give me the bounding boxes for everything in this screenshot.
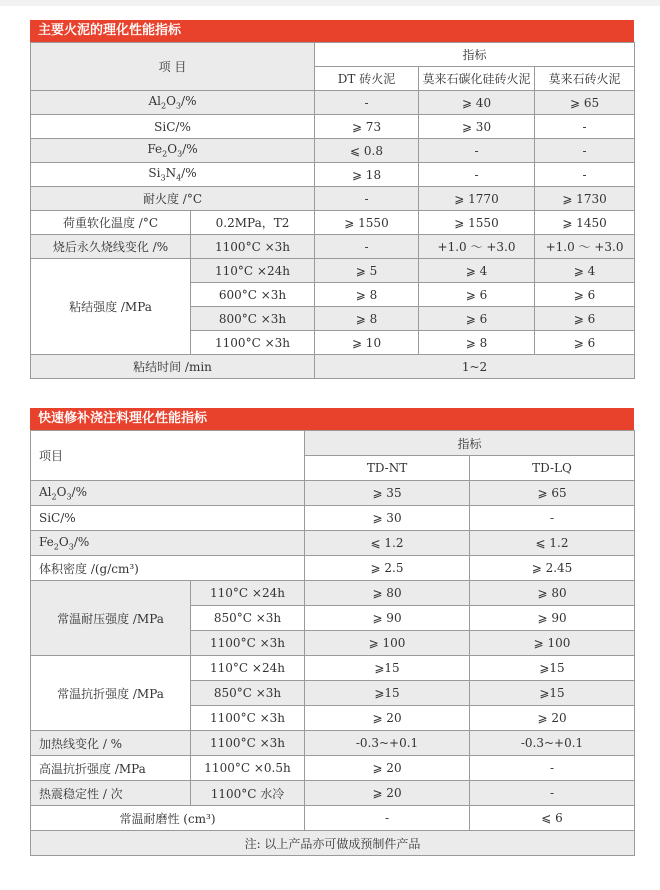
table-row bbox=[31, 656, 635, 681]
row-label-flexural: 常温抗折强度 /MPa bbox=[31, 656, 191, 731]
condition: 1100°C 水冷 bbox=[191, 781, 305, 806]
col-header-mullite-sic: 莫来石碳化硅砖火泥 bbox=[419, 67, 535, 91]
row-label-thermal-shock: 热震稳定性 / 次 bbox=[31, 781, 191, 806]
row-label-refractoriness: 耐火度 /°C bbox=[31, 187, 315, 211]
cell: ⩾15 bbox=[305, 656, 470, 681]
cell: ⩾ 6 bbox=[535, 307, 635, 331]
condition: 1100°C ×3h bbox=[191, 706, 305, 731]
cell: ⩾ 2.45 bbox=[470, 556, 635, 581]
cell: ⩾ 8 bbox=[315, 307, 419, 331]
cell: ⩾ 1550 bbox=[315, 211, 419, 235]
cell: ⩾ 20 bbox=[305, 781, 470, 806]
cell: ⩾ 5 bbox=[315, 259, 419, 283]
table-row bbox=[31, 781, 635, 806]
cell: - bbox=[315, 235, 419, 259]
item-header: 项 目 bbox=[31, 43, 315, 91]
cell: +1.0 ～ +3.0 bbox=[535, 235, 635, 259]
cell: - bbox=[470, 506, 635, 531]
cell: ⩾ 100 bbox=[305, 631, 470, 656]
repair-castable-section bbox=[30, 408, 634, 856]
condition: 1100°C ×0.5h bbox=[191, 756, 305, 781]
condition: 1100°C ×3h bbox=[191, 235, 315, 259]
row-label-fe2o3: $Fe_2O_3/\%$ bbox=[31, 531, 305, 556]
condition: 850°C ×3h bbox=[191, 681, 305, 706]
row-label-softening: 荷重软化温度 /°C bbox=[31, 211, 191, 235]
cell: -0.3~+0.1 bbox=[470, 731, 635, 756]
cell: - bbox=[315, 91, 419, 115]
cell: - bbox=[419, 139, 535, 163]
cell: ⩾ 6 bbox=[419, 283, 535, 307]
condition: 110°C ×24h bbox=[191, 656, 305, 681]
row-label-al2o3: $Al_2O_3/\%$ bbox=[31, 91, 315, 115]
cell: ⩾ 35 bbox=[305, 481, 470, 506]
cell: ⩾ 65 bbox=[470, 481, 635, 506]
cell: +1.0 ～ +3.0 bbox=[419, 235, 535, 259]
cell: ⩾ 30 bbox=[419, 115, 535, 139]
cell: - bbox=[535, 115, 635, 139]
row-label-si3n4: $Si_3N_4/\%$ bbox=[31, 163, 315, 187]
col-header-mullite: 莫来石砖火泥 bbox=[535, 67, 635, 91]
row-label-heat-linear: 加热线变化 / % bbox=[31, 731, 191, 756]
section-title: 主要火泥的理化性能指标 bbox=[30, 20, 634, 42]
table-row bbox=[31, 806, 635, 831]
cell: ⩾ 90 bbox=[470, 606, 635, 631]
cell: ⩽ 6 bbox=[470, 806, 635, 831]
table-row bbox=[31, 259, 635, 283]
cell: ⩾ 100 bbox=[470, 631, 635, 656]
cell: ⩽ 1.2 bbox=[470, 531, 635, 556]
table-row bbox=[31, 139, 635, 163]
row-label-compressive: 常温耐压强度 /MPa bbox=[31, 581, 191, 656]
cell: ⩾ 30 bbox=[305, 506, 470, 531]
row-label-bond-time: 粘结时间 /min bbox=[31, 355, 315, 379]
row-label-bond-strength: 粘结强度 /MPa bbox=[31, 259, 191, 355]
cell: ⩽ 1.2 bbox=[305, 531, 470, 556]
cell: -0.3~+0.1 bbox=[305, 731, 470, 756]
top-border bbox=[0, 0, 660, 6]
cell: 1~2 bbox=[315, 355, 635, 379]
cell: ⩾ 1730 bbox=[535, 187, 635, 211]
cell: ⩾ 20 bbox=[305, 706, 470, 731]
item-header: 项目 bbox=[31, 431, 305, 481]
cell: - bbox=[535, 163, 635, 187]
cell: ⩾ 20 bbox=[305, 756, 470, 781]
condition: 850°C ×3h bbox=[191, 606, 305, 631]
cell: ⩾ 8 bbox=[315, 283, 419, 307]
cell: - bbox=[315, 187, 419, 211]
cell: ⩾15 bbox=[470, 656, 635, 681]
row-label-linear-change: 烧后永久烧线变化 /% bbox=[31, 235, 191, 259]
cell: ⩽ 0.8 bbox=[315, 139, 419, 163]
row-label-hot-flexural: 高温抗折强度 /MPa bbox=[31, 756, 191, 781]
cell: - bbox=[535, 139, 635, 163]
col-header-td-lq: TD-LQ bbox=[470, 456, 635, 481]
cell: ⩾ 65 bbox=[535, 91, 635, 115]
table-row bbox=[31, 235, 635, 259]
table-row bbox=[31, 355, 635, 379]
cell: ⩾ 6 bbox=[419, 307, 535, 331]
condition: 110°C ×24h bbox=[191, 259, 315, 283]
row-label-fe2o3: $Fe_2O_3/\%$ bbox=[31, 139, 315, 163]
table-row bbox=[31, 731, 635, 756]
cell: ⩾ 8 bbox=[419, 331, 535, 355]
cell: ⩾ 1770 bbox=[419, 187, 535, 211]
condition: 600°C ×3h bbox=[191, 283, 315, 307]
indicator-header: 指标 bbox=[305, 431, 635, 456]
table-row bbox=[31, 91, 635, 115]
condition: 1100°C ×3h bbox=[191, 731, 305, 756]
cell: - bbox=[305, 806, 470, 831]
cell: ⩾ 20 bbox=[470, 706, 635, 731]
cell: ⩾ 40 bbox=[419, 91, 535, 115]
footnote: 注: 以上产品亦可做成预制件产品 bbox=[31, 831, 635, 856]
cell: ⩾ 4 bbox=[535, 259, 635, 283]
cell: ⩾ 1450 bbox=[535, 211, 635, 235]
row-label-sic: SiC/% bbox=[31, 506, 305, 531]
table-row bbox=[31, 756, 635, 781]
section-title: 快速修补浇注料理化性能指标 bbox=[30, 408, 634, 430]
table-row bbox=[31, 506, 635, 531]
indicator-header: 指标 bbox=[315, 43, 635, 67]
row-label-sic: SiC/% bbox=[31, 115, 315, 139]
cell: ⩾ 90 bbox=[305, 606, 470, 631]
cell: ⩾ 6 bbox=[535, 331, 635, 355]
col-header-dt: DT 砖火泥 bbox=[315, 67, 419, 91]
table-row bbox=[31, 115, 635, 139]
cell: ⩾ 80 bbox=[470, 581, 635, 606]
table-row bbox=[31, 831, 635, 856]
cell: - bbox=[470, 756, 635, 781]
table-row bbox=[31, 556, 635, 581]
cell: ⩾ 1550 bbox=[419, 211, 535, 235]
cell: - bbox=[419, 163, 535, 187]
cell: ⩾15 bbox=[305, 681, 470, 706]
table-row bbox=[31, 581, 635, 606]
table-row bbox=[31, 211, 635, 235]
cell: ⩾ 80 bbox=[305, 581, 470, 606]
row-label-abrasion: 常温耐磨性 (cm³) bbox=[31, 806, 305, 831]
refractory-mortar-section bbox=[30, 20, 634, 379]
table-row bbox=[31, 481, 635, 506]
cell: ⩾ 6 bbox=[535, 283, 635, 307]
cell: ⩾ 18 bbox=[315, 163, 419, 187]
refractory-mortar-table bbox=[30, 42, 635, 379]
condition: 1100°C ×3h bbox=[191, 631, 305, 656]
cell: - bbox=[470, 781, 635, 806]
cell: ⩾ 2.5 bbox=[305, 556, 470, 581]
cell: ⩾ 73 bbox=[315, 115, 419, 139]
col-header-td-nt: TD-NT bbox=[305, 456, 470, 481]
condition: 110°C ×24h bbox=[191, 581, 305, 606]
cell: ⩾ 4 bbox=[419, 259, 535, 283]
cell: ⩾ 10 bbox=[315, 331, 419, 355]
table-row bbox=[31, 531, 635, 556]
cell: ⩾15 bbox=[470, 681, 635, 706]
table-row bbox=[31, 187, 635, 211]
condition: 800°C ×3h bbox=[191, 307, 315, 331]
row-label-al2o3: $Al_2O_3/\%$ bbox=[31, 481, 305, 506]
table-row bbox=[31, 163, 635, 187]
repair-castable-table bbox=[30, 430, 635, 856]
condition: 1100°C ×3h bbox=[191, 331, 315, 355]
row-label-density: 体积密度 /(g/cm³) bbox=[31, 556, 305, 581]
condition: 0.2MPa，T2 bbox=[191, 211, 315, 235]
